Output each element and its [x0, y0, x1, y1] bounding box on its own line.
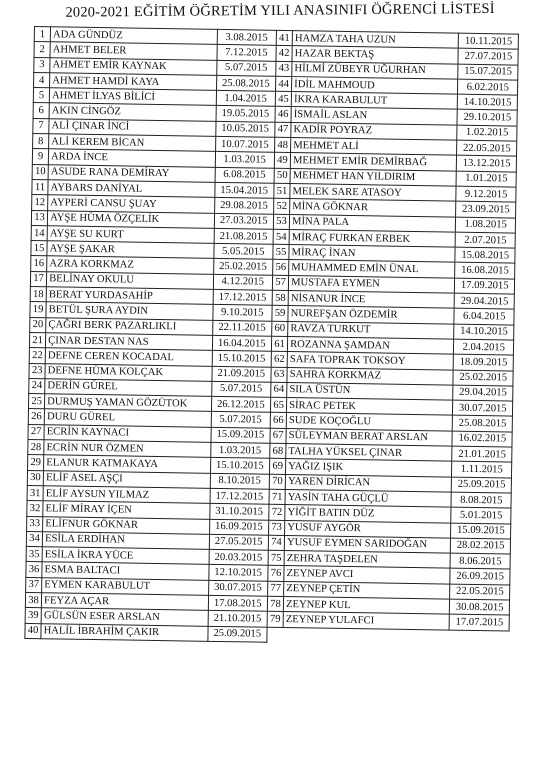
birth-date: 30.07.2015 — [453, 400, 513, 416]
birth-date: 22.11.2015 — [212, 320, 272, 336]
student-name: SUDE KOÇOĞLU — [286, 413, 453, 431]
student-number: 44 — [275, 76, 291, 92]
student-number: 39 — [25, 608, 41, 624]
student-name: BELİNAY OKULU — [47, 271, 214, 289]
student-name: İDİL MAHMOUD — [292, 76, 459, 94]
student-name: AYŞE ŞAKAR — [47, 241, 214, 259]
student-number: 37 — [26, 577, 42, 593]
birth-date: 16.04.2015 — [212, 335, 272, 351]
student-name: AYBARS DANİYAL — [48, 180, 215, 198]
student-number: 27 — [28, 424, 44, 440]
student-number: 29 — [28, 455, 44, 471]
birth-date: 25.09.2015 — [452, 477, 512, 493]
student-name: MEHMET EMİR DEMİRBAĞ — [290, 153, 457, 171]
student-name: ADA GÜNDÜZ — [50, 27, 217, 45]
birth-date: 21.09.2015 — [211, 366, 271, 382]
birth-date: 25.09.2015 — [207, 626, 267, 642]
student-name: MUSTAFA EYMEN — [288, 275, 455, 293]
birth-date: 5.07.2015 — [211, 381, 271, 397]
student-name: ELİF MİRAY İÇEN — [43, 501, 210, 519]
birth-date: 7.12.2015 — [216, 45, 276, 61]
birth-date: 17.12.2015 — [213, 289, 273, 305]
birth-date: 14.10.2015 — [458, 94, 518, 110]
student-name: AHMET BELER — [50, 42, 217, 60]
birth-date: 14.10.2015 — [454, 324, 514, 340]
birth-date: 17.09.2015 — [455, 278, 515, 294]
birth-date: 5.01.2015 — [451, 507, 511, 523]
birth-date: 1.03.2015 — [210, 442, 270, 458]
student-number: 42 — [276, 46, 292, 62]
student-number: 22 — [29, 348, 45, 364]
student-number: 74 — [268, 535, 284, 551]
student-number: 79 — [267, 612, 283, 628]
student-name: YAREN DİRİCAN — [285, 474, 452, 492]
student-name: NUREFŞAN ÖZDEMİR — [288, 306, 455, 324]
empty-cell — [267, 627, 283, 643]
student-name: AHMET İLYAS BİLİCİ — [49, 88, 216, 106]
student-number: 45 — [275, 91, 291, 107]
birth-date: 23.09.2015 — [456, 201, 516, 217]
student-number: 35 — [26, 547, 42, 563]
student-name: RAVZA TURKUT — [288, 321, 455, 339]
student-number: 3 — [34, 57, 50, 73]
birth-date: 28.02.2015 — [451, 538, 511, 554]
student-name: ELANUR KATMAKAYA — [44, 455, 211, 473]
student-name: MEHMET HAN YILDIRIM — [290, 168, 457, 186]
student-name: SÜLEYMAN BERAT ARSLAN — [286, 428, 453, 446]
student-number: 67 — [270, 428, 286, 444]
student-number: 55 — [273, 244, 289, 260]
birth-date: 1.02.2015 — [457, 125, 517, 141]
student-name: HALİL İBRAHİM ÇAKIR — [41, 623, 208, 641]
student-name: ROZANNA ŞAMDAN — [288, 336, 455, 354]
student-name: DEFNE HÜMA KOLÇAK — [45, 363, 212, 381]
student-name: DEFNE CEREN KOCADAL — [45, 348, 212, 366]
student-number: 56 — [273, 260, 289, 276]
empty-cell — [449, 630, 509, 646]
student-number: 52 — [274, 199, 290, 215]
student-name: ALİ ÇINAR İNCİ — [49, 119, 216, 137]
birth-date: 9.12.2015 — [456, 186, 516, 202]
student-number: 26 — [28, 409, 44, 425]
student-number: 73 — [269, 520, 285, 536]
student-name: FEYZA AÇAR — [41, 593, 208, 611]
birth-date: 30.07.2015 — [208, 580, 268, 596]
student-name: AYPERİ CANSU ŞUAY — [48, 195, 215, 213]
student-number: 54 — [273, 229, 289, 245]
student-number: 49 — [274, 153, 290, 169]
student-number: 50 — [274, 168, 290, 184]
student-name: ÇINAR DESTAN NAS — [46, 333, 213, 351]
student-number: 7 — [33, 118, 49, 134]
student-name: YİĞİT BATIN DÜZ — [285, 505, 452, 523]
student-number: 66 — [270, 413, 286, 429]
student-number: 16 — [31, 256, 47, 272]
student-name: KADİR POYRAZ — [291, 122, 458, 140]
student-number: 23 — [29, 363, 45, 379]
student-number: 77 — [268, 581, 284, 597]
birth-date: 31.10.2015 — [209, 504, 269, 520]
student-number: 57 — [272, 275, 288, 291]
student-name: ARDA İNCE — [48, 149, 215, 167]
student-number: 17 — [30, 271, 46, 287]
student-name: ELİFNUR GÖKNAR — [43, 516, 210, 534]
student-name: DURMUŞ YAMAN GÖZÜTOK — [45, 394, 212, 412]
birth-date: 21.01.2015 — [452, 446, 512, 462]
student-number: 68 — [270, 443, 286, 459]
student-name: TALHA YÜKSEL ÇINAR — [286, 444, 453, 462]
student-name: ZEYNEP KUL — [283, 596, 450, 614]
student-name: AHMET HAMDİ KAYA — [50, 73, 217, 91]
student-number: 15 — [31, 241, 47, 257]
birth-date: 6.08.2015 — [215, 167, 275, 183]
page-title: 2020-2021 EĞİTİM ÖĞRETİM YILI ANASINIFI ÖĞRENCİ LİSTESİ — [65, 0, 495, 21]
student-number: 58 — [272, 290, 288, 306]
student-name: ASUDE RANA DEMİRAY — [48, 164, 215, 182]
student-number: 20 — [30, 317, 46, 333]
birth-date: 1.01.2015 — [457, 171, 517, 187]
birth-date: 26.12.2015 — [211, 396, 271, 412]
student-name: BETÜL ŞURA AYDIN — [46, 302, 213, 320]
student-number: 32 — [27, 501, 43, 517]
birth-date: 29.08.2015 — [214, 198, 274, 214]
student-name: İSMAİL ASLAN — [291, 107, 458, 125]
birth-date: 1.11.2015 — [452, 461, 512, 477]
empty-cell — [283, 627, 450, 645]
student-number: 60 — [272, 321, 288, 337]
student-name: SAFA TOPRAK TOKSOY — [287, 352, 454, 370]
birth-date: 27.05.2015 — [209, 534, 269, 550]
student-name: GÜLSÜN ESER ARSLAN — [41, 608, 208, 626]
student-number: 19 — [30, 302, 46, 318]
student-number: 53 — [273, 214, 289, 230]
student-name: NİSANUR İNCE — [288, 291, 455, 309]
student-number: 36 — [26, 562, 42, 578]
student-name: MELEK SARE ATASOY — [290, 184, 457, 202]
student-name: DERİN GÜREL — [45, 379, 212, 397]
birth-date: 25.02.2015 — [213, 259, 273, 275]
student-number: 2 — [34, 42, 50, 58]
student-number: 33 — [27, 516, 43, 532]
birth-date: 10.07.2015 — [215, 136, 275, 152]
student-number: 76 — [268, 566, 284, 582]
student-number: 14 — [31, 225, 47, 241]
student-number: 10 — [32, 164, 48, 180]
student-name: ESMA BALTACI — [42, 562, 209, 580]
student-number: 4 — [34, 72, 50, 88]
birth-date: 29.04.2015 — [455, 293, 515, 309]
birth-date: 25.02.2015 — [453, 370, 513, 386]
birth-date: 20.03.2015 — [209, 549, 269, 565]
student-number: 72 — [269, 504, 285, 520]
birth-date: 27.07.2015 — [458, 48, 518, 64]
birth-date: 19.05.2015 — [216, 106, 276, 122]
birth-date: 17.12.2015 — [210, 488, 270, 504]
student-number: 43 — [276, 61, 292, 77]
student-name: AYŞE SU KURT — [47, 226, 214, 244]
student-name: SILA ÜSTÜN — [287, 382, 454, 400]
student-name: YASİN TAHA GÜÇLÜ — [285, 489, 452, 507]
student-name: HAMZA TAHA UZUN — [292, 31, 459, 49]
student-name: ECRİN KAYNACI — [44, 424, 211, 442]
student-number: 12 — [32, 195, 48, 211]
birth-date: 2.04.2015 — [454, 339, 514, 355]
birth-date: 15.10.2015 — [212, 351, 272, 367]
student-number: 31 — [27, 485, 43, 501]
birth-date: 13.12.2015 — [457, 156, 517, 172]
student-number: 62 — [271, 352, 287, 368]
student-number: 9 — [32, 149, 48, 165]
student-number: 40 — [25, 623, 41, 639]
student-name: AKIN CİNGÖZ — [49, 103, 216, 121]
birth-date: 6.02.2015 — [458, 79, 518, 95]
student-name: ESİLA ERDİHAN — [42, 531, 209, 549]
birth-date: 26.09.2015 — [450, 568, 510, 584]
student-name: ELİF AYSUN YILMAZ — [43, 486, 210, 504]
birth-date: 25.08.2015 — [216, 75, 276, 91]
student-table-body — [25, 27, 519, 646]
student-name: MİRAÇ İNAN — [289, 245, 456, 263]
birth-date: 5.07.2015 — [211, 412, 271, 428]
student-number: 18 — [30, 287, 46, 303]
birth-date: 1.03.2015 — [215, 152, 275, 168]
student-number: 5 — [33, 88, 49, 104]
birth-date: 15.08.2015 — [455, 247, 515, 263]
birth-date: 27.03.2015 — [214, 213, 274, 229]
student-name: YUSUF EYMEN SARIDOĞAN — [284, 535, 451, 553]
student-number: 28 — [28, 439, 44, 455]
student-number: 59 — [272, 306, 288, 322]
student-name: HİLMİ ZÜBEYR UĞURHAN — [292, 61, 459, 79]
birth-date: 15.09.2015 — [210, 427, 270, 443]
student-number: 25 — [28, 394, 44, 410]
student-name: MİNA GÖKNAR — [290, 199, 457, 217]
birth-date: 4.12.2015 — [213, 274, 273, 290]
birth-date: 21.08.2015 — [214, 228, 274, 244]
birth-date: 8.06.2015 — [451, 553, 511, 569]
student-table — [24, 26, 519, 646]
birth-date: 8.10.2015 — [210, 473, 270, 489]
birth-date: 5.05.2015 — [213, 244, 273, 260]
student-number: 6 — [33, 103, 49, 119]
student-name: ESİLA İKRA YÜCE — [42, 547, 209, 565]
student-name: İKRA KARABULUT — [291, 92, 458, 110]
birth-date: 15.09.2015 — [451, 523, 511, 539]
birth-date: 25.08.2015 — [453, 416, 513, 432]
student-number: 70 — [269, 474, 285, 490]
student-number: 64 — [271, 382, 287, 398]
student-number: 61 — [271, 336, 287, 352]
student-number: 38 — [25, 592, 41, 608]
student-name: MİNA PALA — [289, 214, 456, 232]
student-name: ZEYNEP AVCI — [284, 566, 451, 584]
birth-date: 8.08.2015 — [451, 492, 511, 508]
student-number: 51 — [274, 183, 290, 199]
birth-date: 30.08.2015 — [450, 599, 510, 615]
birth-date: 6.04.2015 — [454, 308, 514, 324]
student-name: SAHRA KORKMAZ — [287, 367, 454, 385]
student-name: MEHMET ALİ — [291, 138, 458, 156]
birth-date: 16.02.2015 — [452, 431, 512, 447]
student-number: 1 — [34, 27, 50, 43]
student-number: 47 — [275, 122, 291, 138]
birth-date: 21.10.2015 — [208, 611, 268, 627]
birth-date: 17.07.2015 — [450, 614, 510, 630]
birth-date: 22.05.2015 — [450, 584, 510, 600]
student-number: 71 — [269, 489, 285, 505]
student-name: ALİ KEREM BİCAN — [49, 134, 216, 152]
birth-date: 16.08.2015 — [455, 263, 515, 279]
birth-date: 17.08.2015 — [208, 595, 268, 611]
student-number: 46 — [275, 107, 291, 123]
birth-date: 10.05.2015 — [215, 121, 275, 137]
student-list-sheet — [24, 26, 519, 646]
birth-date: 29.04.2015 — [453, 385, 513, 401]
birth-date: 2.07.2015 — [456, 232, 516, 248]
student-name: ELİF ASEL AŞÇI — [43, 470, 210, 488]
student-name: MUHAMMED EMİN ÜNAL — [289, 260, 456, 278]
student-number: 63 — [271, 367, 287, 383]
student-number: 75 — [268, 550, 284, 566]
student-number: 69 — [269, 459, 285, 475]
student-number: 48 — [275, 137, 291, 153]
student-number: 24 — [29, 378, 45, 394]
birth-date: 15.04.2015 — [214, 182, 274, 198]
student-number: 8 — [33, 134, 49, 150]
birth-date: 3.08.2015 — [217, 29, 277, 45]
student-number: 11 — [32, 179, 48, 195]
student-name: ÇAĞRI BERK PAZARLIKLI — [46, 317, 213, 335]
student-name: MİRAÇ FURKAN ERBEK — [289, 229, 456, 247]
student-name: DURU GÜREL — [44, 409, 211, 427]
birth-date: 15.07.2015 — [458, 64, 518, 80]
student-number: 34 — [26, 531, 42, 547]
student-name: ZEYNEP YULAFCI — [283, 612, 450, 630]
birth-date: 15.10.2015 — [210, 458, 270, 474]
birth-date: 16.09.2015 — [209, 519, 269, 535]
student-name: ECRİN NUR ÖZMEN — [44, 440, 211, 458]
birth-date: 10.11.2015 — [459, 33, 519, 49]
student-name: BERAT YURDASAHİP — [46, 287, 213, 305]
birth-date: 1.04.2015 — [216, 91, 276, 107]
student-name: EYMEN KARABULUT — [42, 577, 209, 595]
birth-date: 29.10.2015 — [457, 110, 517, 126]
birth-date: 22.05.2015 — [457, 140, 517, 156]
student-number: 21 — [29, 332, 45, 348]
student-name: AYŞE HÜMA ÖZÇELİK — [47, 210, 214, 228]
student-name: YUSUF AYGÖR — [285, 520, 452, 538]
student-name: HAZAR BEKTAŞ — [292, 46, 459, 64]
student-number: 41 — [276, 30, 292, 46]
student-name: ZEYNEP ÇETİN — [284, 581, 451, 599]
birth-date: 18.09.2015 — [454, 354, 514, 370]
student-number: 13 — [31, 210, 47, 226]
birth-date: 12.10.2015 — [208, 565, 268, 581]
birth-date: 9.10.2015 — [212, 305, 272, 321]
student-name: YAĞIZ IŞIK — [286, 459, 453, 477]
student-name: ZEHRA TAŞDELEN — [284, 551, 451, 569]
birth-date: 1.08.2015 — [456, 217, 516, 233]
student-name: SİRAC PETEK — [287, 398, 454, 416]
student-name: AZRA KORKMAZ — [47, 256, 214, 274]
student-number: 78 — [267, 596, 283, 612]
birth-date: 5.07.2015 — [216, 60, 276, 76]
student-number: 65 — [270, 397, 286, 413]
student-number: 30 — [27, 470, 43, 486]
student-name: AHMET EMİR KAYNAK — [50, 57, 217, 75]
